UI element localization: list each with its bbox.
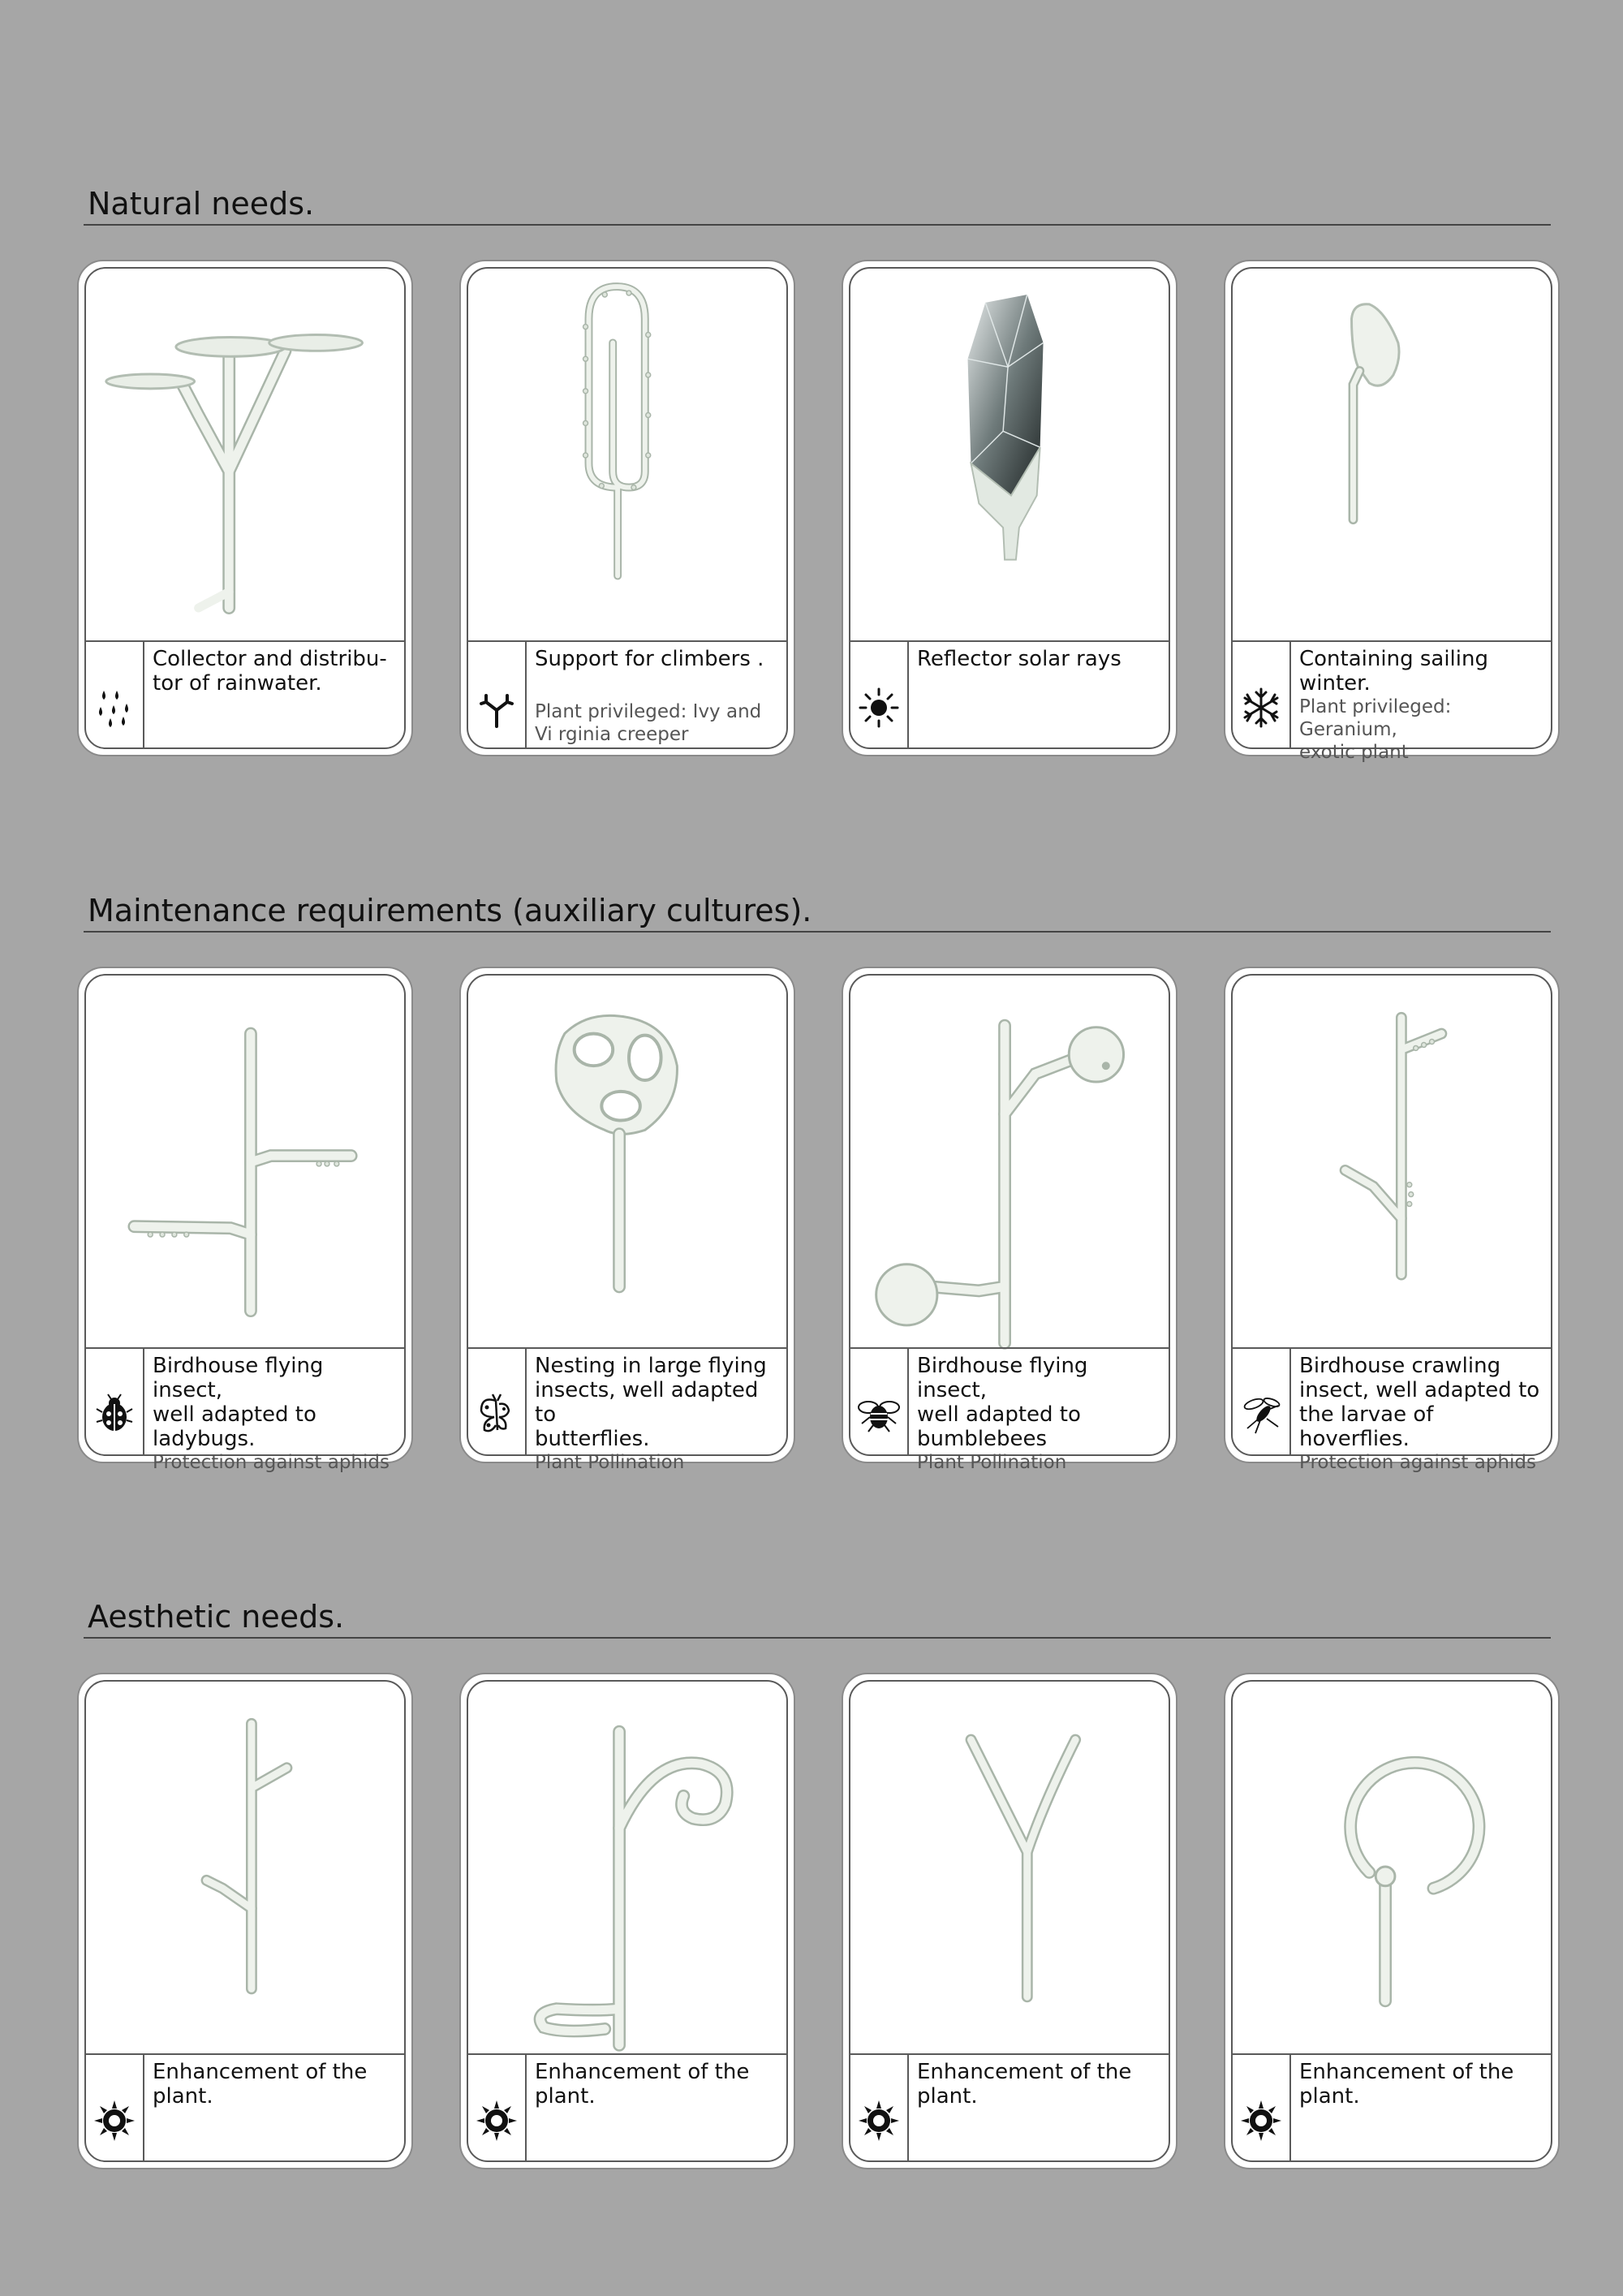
section-divider	[84, 931, 1551, 933]
card-solar-reflector	[842, 260, 1177, 756]
section-title-natural: Natural needs.	[88, 186, 315, 222]
card-winter-containment	[1224, 260, 1560, 763]
card-title: Reflector solar rays	[917, 647, 1121, 671]
card-enhancement-branch	[77, 1673, 413, 2169]
ladybug-icon	[86, 1349, 144, 1454]
card-subtitle: Protection against aphids	[153, 1452, 390, 1473]
card-title: Birdhouse crawling insect, well adapted to the larvae of hoverflies.	[1299, 1354, 1540, 1451]
enhancement-fork-illustration	[850, 1682, 1169, 2053]
winter-containment-illustration	[1233, 269, 1551, 640]
card-title: Birdhouse flying insect, well adapted to ladybugs.	[153, 1354, 324, 1451]
hoverfly-icon	[1233, 1349, 1291, 1454]
card-title: Enhancement of the plant.	[917, 2060, 1132, 2109]
flower-icon	[850, 2055, 909, 2160]
card-subtitle: Plant Pollination	[917, 1452, 1067, 1473]
bumblebee-birdhouse-illustration	[850, 976, 1169, 1347]
card-title: Collector and distribu- tor of rainwater.	[153, 647, 387, 696]
card-title: Enhancement of the plant.	[153, 2060, 368, 2109]
card-enhancement-curl	[459, 1673, 795, 2169]
card-title: Birdhouse flying insect, well adapted to bumblebees	[917, 1354, 1088, 1451]
section-title-maintenance: Maintenance requirements (auxiliary cultures).	[88, 893, 812, 928]
card-hoverfly-birdhouse	[1224, 967, 1560, 1473]
flower-icon	[1233, 2055, 1291, 2160]
card-title: Containing sailing winter.	[1299, 647, 1488, 696]
enhancement-curl-illustration	[468, 1682, 786, 2053]
climber-support-illustration	[468, 269, 786, 640]
card-butterfly-nest	[459, 967, 795, 1473]
card-title: Support for climbers .	[535, 647, 764, 671]
butterfly-icon	[468, 1349, 527, 1454]
rainwater-collector-illustration	[86, 269, 404, 640]
card-ladybug-birdhouse	[77, 967, 413, 1473]
solar-reflector-illustration	[850, 269, 1169, 640]
card-rainwater-collector	[77, 260, 413, 756]
enhancement-ring-illustration	[1233, 1682, 1551, 2053]
hoverfly-birdhouse-illustration	[1233, 976, 1551, 1347]
branch-icon	[468, 642, 527, 747]
card-bumblebee-birdhouse	[842, 967, 1177, 1473]
ladybug-birdhouse-illustration	[86, 976, 404, 1347]
butterfly-nest-illustration	[468, 976, 786, 1347]
snowflake-icon	[1233, 642, 1291, 747]
card-subtitle: Plant privileged: Geranium, exotic plant	[1299, 696, 1452, 763]
enhancement-branch-illustration	[86, 1682, 404, 2053]
card-enhancement-fork	[842, 1673, 1177, 2169]
card-enhancement-ring	[1224, 1673, 1560, 2169]
card-title: Enhancement of the plant.	[1299, 2060, 1514, 2109]
raindrops-icon	[86, 642, 144, 747]
card-title: Nesting in large flying insects, well adapted to butterflies.	[535, 1354, 767, 1451]
card-subtitle: Plant privileged: Ivy and Vi rginia creeper	[535, 701, 762, 745]
card-subtitle: Protection against aphids	[1299, 1452, 1536, 1473]
sun-icon	[850, 642, 909, 747]
section-divider	[84, 224, 1551, 226]
bumblebee-icon	[850, 1349, 909, 1454]
card-climber-support	[459, 260, 795, 756]
section-title-aesthetic: Aesthetic needs.	[88, 1599, 345, 1635]
flower-icon	[86, 2055, 144, 2160]
card-subtitle: Plant Pollination	[535, 1452, 685, 1473]
flower-icon	[468, 2055, 527, 2160]
section-divider	[84, 1637, 1551, 1639]
card-title: Enhancement of the plant.	[535, 2060, 750, 2109]
